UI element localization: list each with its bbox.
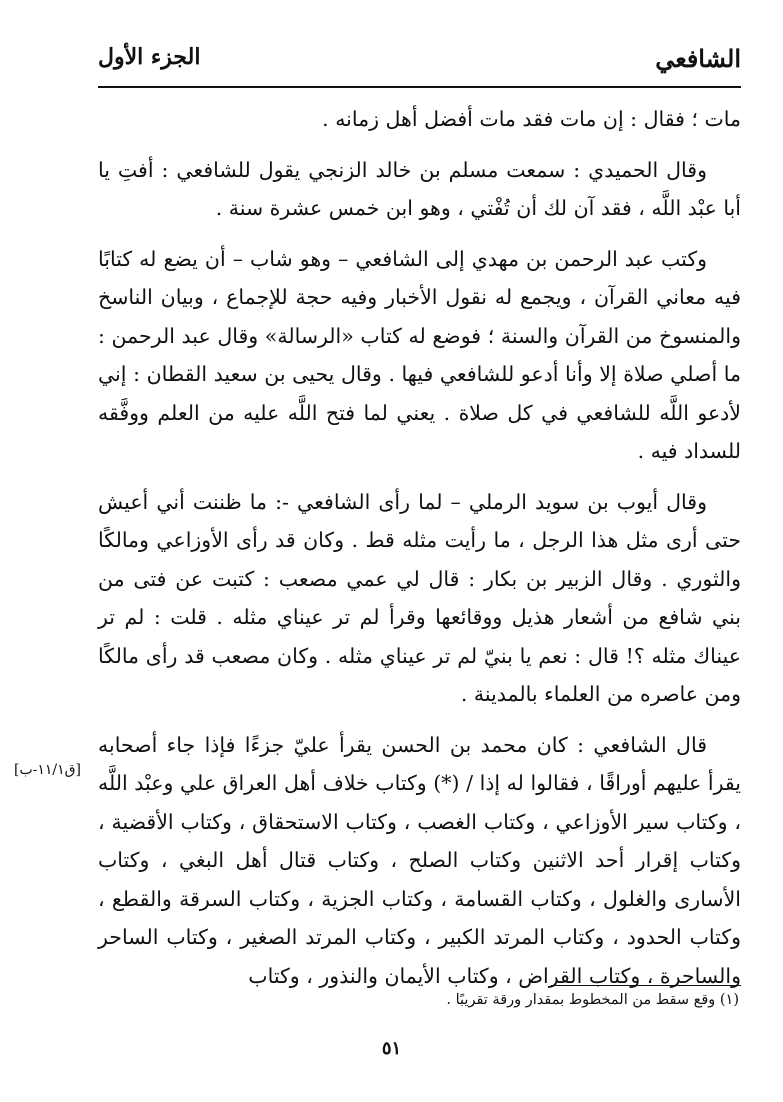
- header-book-title: الشافعي: [655, 44, 741, 73]
- paragraph: وقال أيوب بن سويد الرملي – لما رأى الشافعي -: ما ظننت أني أعيش حتى أرى مثل هذا الرجل ، ما رأيت مثله قط . وكان قد رأى الأوزاعي ومالكًا والثوري . وقال الزبير بن بكار : قال لي عمي مصعب : كتبت عن فتى من بني شافع من أشعار هذيل ووقائعها وقرأ لم تر عيناي مثله . قلت : لم تر عيناك مثله ؟! قال : نعم يا بنيّ لم تر عيناي مثله . وكان مصعب قد رأى مالكًا ومن عاصره من العلماء بالمدينة .: [98, 489, 741, 706]
- paragraph: وكتب عبد الرحمن بن مهدي إلى الشافعي – وهو شاب – أن يضع له كتابًا فيه معاني القرآن ، ويجمع له نقول الأخبار وفيه حجة للإجماع ، وبيان الناسخ والمنسوخ من القرآن والسنة ؛ فوضع له كتاب «الرسالة» وقال عبد الرحمن : ما أصلي صلاة إلا وأنا أدعو للشافعي فيها . وقال يحيى بن سعيد القطان : إني لأدعو اللَّه للشافعي في كل صلاة . يعني لما فتح اللَّه عليه من العلم ووفَّقه للسداد فيه .: [98, 246, 741, 463]
- paragraph: وقال الحميدي : سمعت مسلم بن خالد الزنجي يقول للشافعي : أفتِ يا أبا عبْد اللَّه ، فقد آن لك أن تُفْتي ، وهو ابن خمس عشرة سنة .: [98, 157, 741, 220]
- page-number: ٥١: [381, 1038, 402, 1059]
- manuscript-folio-reference: [ق١١/١-ب]: [14, 762, 82, 778]
- paragraph: مات ؛ فقال : إن مات فقد مات أفضل أهل زمانه .: [322, 107, 741, 131]
- running-header: [98, 36, 741, 84]
- header-divider: [98, 86, 741, 88]
- footnote-divider: [551, 985, 741, 986]
- footnote: (١) وقع سقط من المخطوط بمقدار ورقة تقريبًا .: [446, 992, 739, 1008]
- paragraph: قال الشافعي : كان محمد بن الحسن يقرأ عليّ جزءًا فإذا جاء أصحابه يقرأ عليهم أوراقًا ، فقالوا له إذا / (*) وكتاب خلاف أهل العراق علي وعبْد اللَّه ، وكتاب سير الأوزاعي ، وكتاب الغصب ، وكتاب الاستحقاق ، وكتاب الأقضية ، وكتاب إقرار أحد الاثنين وكتاب الصلح ، وكتاب قتال أهل البغي ، وكتاب الأسارى والغلول ، وكتاب القسامة ، وكتاب الجزية ، وكتاب السرقة والقطع ، وكتاب الحدود ، وكتاب المرتد الكبير ، وكتاب المرتد الصغير ، وكتاب الساحر والساحرة ، وكتاب القراض ، وكتاب الأيمان والنذور ، وكتاب: [98, 732, 741, 988]
- header-volume-title: الجزء الأول: [98, 44, 201, 70]
- main-text: [98, 100, 741, 1007]
